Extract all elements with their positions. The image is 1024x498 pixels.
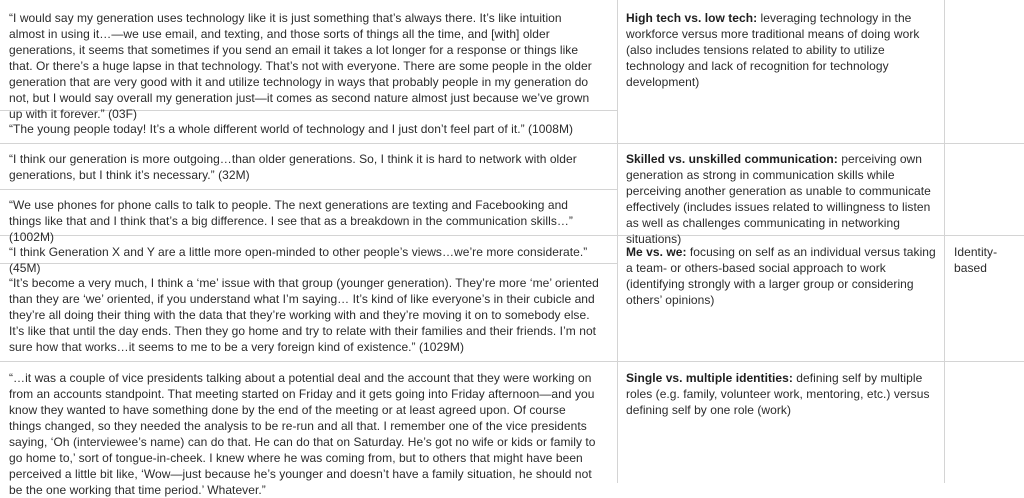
theme-description: defining self by multiple roles (e.g. family, volunteer work, mentoring, etc.) versus defining self by one role (work) [626,371,930,417]
quote-cell: “The young people today! It’s a whole different world of technology and I just don’t feel part of it.” (1008M) [9,122,574,136]
row-divider [0,143,1024,144]
theme-title: High tech vs. low tech: [626,11,758,25]
quote-divider [0,189,618,190]
quote-cell: “I would say my generation uses technology like it is just something that’s always there. It’s like intuition almost in using it…—we use email, and texting, and those sorts of things all the time, and [with] older generations, it seems that sometimes if you send an email it takes a lot longer for a response or things like that. Or there’s a huge lapse in that technology. That’s not with everyone. There are some people in the older generation that are very good with it and utilize technology in ways that probably people in my generation do not, but I would say overall my generation just—it comes as second nature almost just because we’ve grown up with it forever.” (03F) [9,11,592,121]
category-cell: Identity-based [954,245,998,275]
theme-description: focusing on self as an individual versus taking a team- or others-based social approach to work (identifying strongly with a larger group or considering others’ opinions) [626,245,936,307]
quote-cell: “I think our generation is more outgoing…than older generations. So, I think it is hard to network with older generations, but I think it’s necessary.” (32M) [9,152,577,182]
theme-title: Single vs. multiple identities: [626,371,793,385]
column-divider [944,0,945,483]
theme-description: perceiving own generation as strong in communication skills while perceiving another generation as unable to communicate effectively (includes issues related to willingness to listen as well as challenges communicating in networking situations) [626,152,931,246]
quote-cell: “It’s become a very much, I think a ‘me’ issue with that group (younger generation). They’re more ‘me’ oriented than they are ‘we’ oriented, if you understand what I’m saying… It’s kind of like everyone’s in their cubicle and they’re all doing their thing with the data that they’re working with and they’re moving it on to somebody else. It’s like that until the day ends. Then they go home and try to relate with their families and their friends. I’m not sure how that works…it seems to me to be a very foreign kind of existence.” (1029M) [9,276,599,354]
theme-cell [626,370,936,418]
theme-title: Skilled vs. unskilled communication: [626,152,838,166]
theme-cell [626,10,936,90]
quote-cell: “I think Generation X and Y are a little more open-minded to other people’s views…we’re more considerate.” (45M) [9,245,588,275]
column-divider [617,0,618,483]
quote-cell: “We use phones for phone calls to talk to people. The next generations are texting and Facebooking and things like that and I think that’s a big difference. I see that as a breakdown in the communication skills…” (1002M) [9,198,573,244]
theme-description: leveraging technology in the workforce versus more traditional means of doing work (also includes tensions related to ability to utilize technology and lack of recognition for technology development) [626,11,920,89]
theme-title: Me vs. we: [626,245,687,259]
theme-cell [626,244,936,308]
theme-cell [626,151,936,247]
quote-cell: “…it was a couple of vice presidents talking about a potential deal and the account that they were working on from an accounts standpoint. That meeting started on Friday and it gets going into Friday afternoon—and you know they wanted to have something done by the end of the meeting or at least agreed upon. Of course things changed, so they needed the analysis to be re-run and all that. I remember one of the vice presidents saying, ‘Oh (interviewee’s name) can do that. He can do that on Saturday. He’s got no wife or kids or family to go home to,’ sort of tongue-in-cheek. I knew where he was coming from, but to others that might have been perceived a little bit like, ‘Wow—just because he’s younger and doesn’t have a family situation, he should not be the one working that time period.’ Whatever.” [9,371,596,497]
row-divider [0,361,1024,362]
